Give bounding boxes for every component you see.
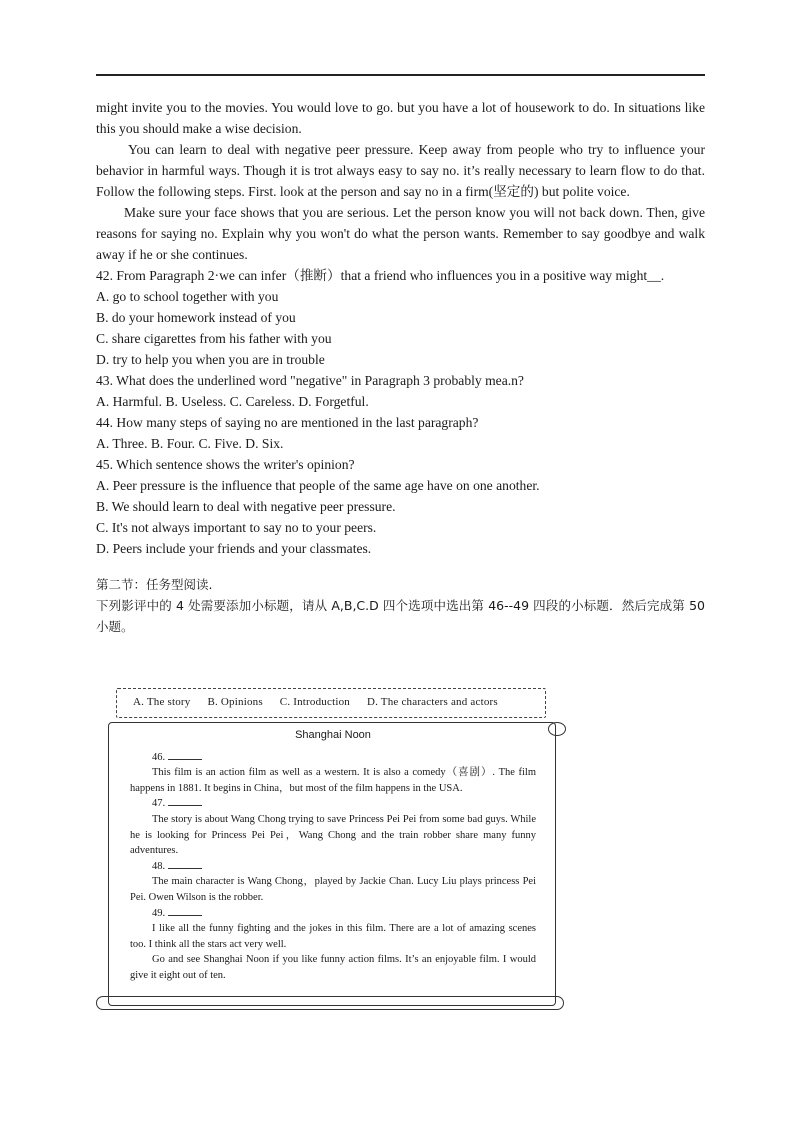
scroll-curl-icon <box>548 722 566 736</box>
review-paragraph-46: This film is an action film as well as a western. It is also a comedy（喜剧）. The film happens in 1881. It begins in China，but most of the film happens in the USA. <box>130 767 536 794</box>
film-review <box>130 728 536 984</box>
passage-paragraph-3: You can learn to deal with negative peer pressure. Keep away from people who try to influence your behavior in harmful ways. Though it is trot always easy to say no. it’s really necessary to learn flow to do that. Follow the following steps. First. look at the person and say no in a firm(坚定的) but polite voice. <box>96 142 705 199</box>
review-paragraph-48: The main character is Wang Chong，played by Jackie Chan. Lucy Liu plays princess Pei Pei. Owen Wilson is the robber. <box>130 876 536 903</box>
heading-option-d: D. The characters and actors <box>366 696 498 708</box>
question-42-option-d[interactable]: D. try to help you when you are in trouble <box>96 352 325 367</box>
question-43-options[interactable]: A. Harmful. B. Useless. C. Careless. D. Forgetful. <box>96 394 369 409</box>
question-45-option-a[interactable]: A. Peer pressure is the influence that people of the same age have on one another. <box>96 478 540 493</box>
reading-section <box>96 97 705 637</box>
blank-49[interactable]: 49. <box>130 906 536 922</box>
question-42-option-b[interactable]: B. do your homework instead of you <box>96 310 296 325</box>
question-45: 45. Which sentence shows the writer's opinion? <box>96 457 355 472</box>
heading-option-c: C. Introduction <box>279 696 350 708</box>
heading-option-b: B. Opinions <box>207 696 263 708</box>
scroll-bottom-roll <box>96 996 564 1010</box>
review-paragraph-49a: I like all the funny fighting and the jokes in this film. There are a lot of amazing scenes too. I think all the stars act very well. <box>130 923 536 950</box>
question-43: 43. What does the underlined word "negative" in Paragraph 3 probably mea.n? <box>96 373 524 388</box>
section-2-instruction: 下列影评中的 4 处需要添加小标题，请从 A,B,C.D 四个选项中选出第 46--49 四段的小标题．然后完成第 50 小题。 <box>96 598 705 634</box>
section-2-heading: 第二节：任务型阅读. <box>96 577 213 592</box>
header-rule <box>96 74 705 76</box>
question-44: 44. How many steps of saying no are mentioned in the last paragraph? <box>96 415 479 430</box>
question-42-option-a[interactable]: A. go to school together with you <box>96 289 279 304</box>
question-42-option-c[interactable]: C. share cigarettes from his father with you <box>96 331 332 346</box>
question-45-option-b[interactable]: B. We should learn to deal with negative peer pressure. <box>96 499 396 514</box>
question-42: 42. From Paragraph 2·we can infer（推断）that a friend who influences you in a positive way might__. <box>96 268 665 283</box>
review-paragraph-47: The story is about Wang Chong trying to save Princess Pei Pei from some bad guys. While he is looking for Princess Pei Pei，Wang Chong and the train robber share many funny adventures. <box>130 813 536 857</box>
passage-paragraph-4: Make sure your face shows that you are serious. Let the person know you will not back down. Then, give reasons for saying no. Explain why you won't do what the person wants. Remember to say goodbye and walk away if he or she continues. <box>96 205 705 262</box>
question-45-option-d[interactable]: D. Peers include your friends and your classmates. <box>96 541 372 556</box>
question-44-options[interactable]: A. Three. B. Four. C. Five. D. Six. <box>96 436 284 451</box>
blank-46[interactable]: 46. <box>130 750 536 766</box>
blank-48[interactable]: 48. <box>130 859 536 875</box>
review-paragraph-49b: Go and see Shanghai Noon if you like funny action films. It’s an enjoyable film. I would give it eight out of ten. <box>130 954 536 981</box>
question-45-option-c[interactable]: C. It's not always important to say no to your peers. <box>96 520 377 535</box>
review-title: Shanghai Noon <box>295 729 371 741</box>
heading-options-box <box>116 688 546 718</box>
passage-continuation: might invite you to the movies. You would love to go. but you have a lot of housework to do. In situations like this you should make a wise decision. <box>96 100 705 136</box>
blank-47[interactable]: 47. <box>130 796 536 812</box>
heading-option-a: A. The story <box>133 696 191 708</box>
